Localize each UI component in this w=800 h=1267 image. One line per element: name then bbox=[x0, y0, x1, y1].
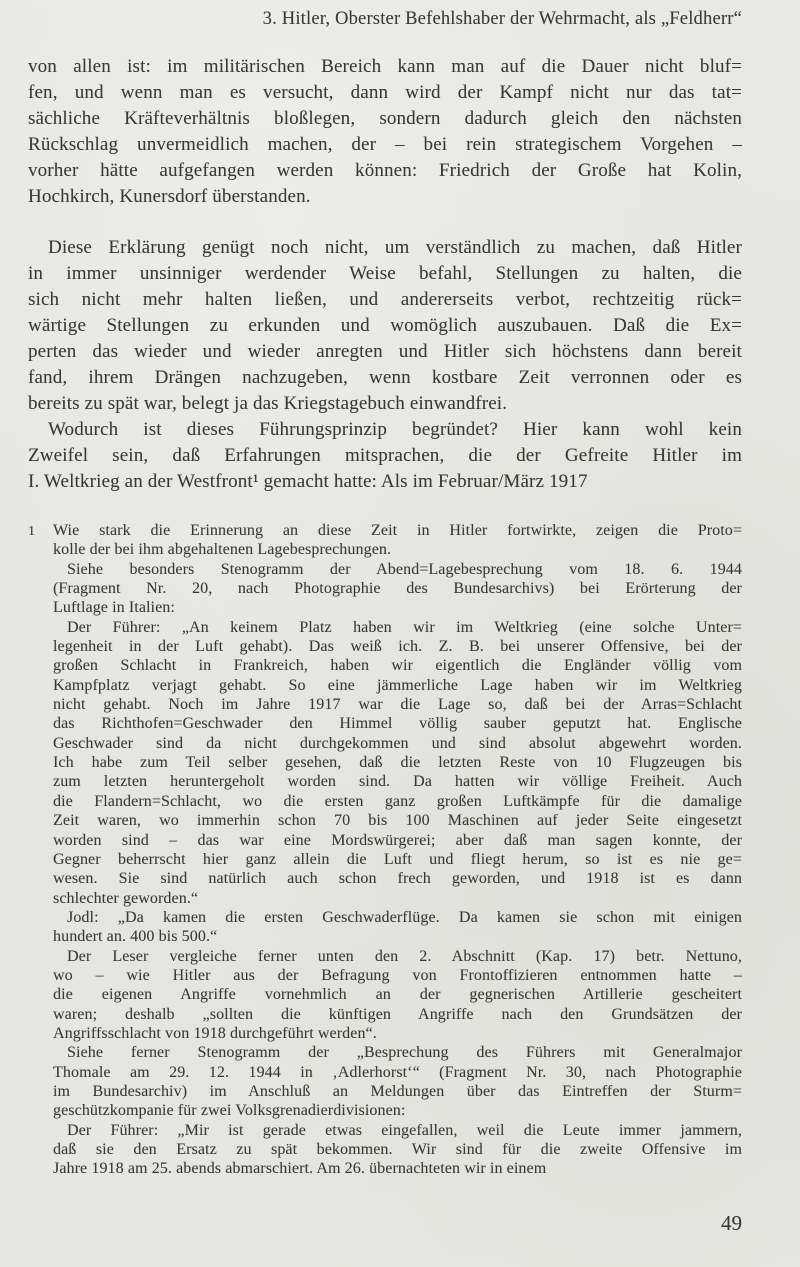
text-line: Gegner beherrscht hier ganz allein die Luft und fliegt herum, so ist es nie ge= bbox=[53, 850, 742, 868]
text-line: im Bundesarchiv) im Anschluß an Meldungen über das Eintreffen der Sturm= bbox=[53, 1082, 742, 1100]
text-line: nicht gehabt. Noch im Jahre 1917 war die Lage so, daß bei der Arras=Schlacht bbox=[53, 696, 742, 714]
paragraph bbox=[53, 1121, 742, 1179]
paragraph bbox=[53, 560, 742, 618]
text-line: hundert an. 400 bis 500.“ bbox=[53, 928, 218, 946]
text-line: Geschwader sind da nicht durchgekommen und sind absolut abgewehrt worden. bbox=[53, 734, 742, 752]
text-line: die Flandern=Schlacht, wo die ersten ganz großen Luftkämpfe für die damalige bbox=[53, 792, 742, 810]
text-line: waren; deshalb „sollten die künftigen Angriffe nach den Grundsätzen der bbox=[53, 1005, 742, 1023]
text-line: die eigenen Angriffe vornehmlich an der gegnerischen Artillerie gescheitert bbox=[53, 986, 742, 1004]
text-line: bereits zu spät war, belegt ja das Kriegstagebuch einwandfrei. bbox=[28, 393, 508, 414]
text-line: Der Führer: „An keinem Platz haben wir im Weltkrieg (eine solche Unter= bbox=[67, 618, 742, 636]
text-line: Ich habe zum Teil selber gesehen, daß die letzten Reste von 10 Flugzeugen bis bbox=[53, 754, 742, 772]
paragraph bbox=[53, 908, 742, 947]
text-line: Kampfplatz verjagt gehabt. So eine jämmerliche Lage haben wir im Weltkrieg bbox=[53, 676, 742, 694]
text-line: vorher hätte aufgefangen werden können: Friedrich der Große hat Kolin, bbox=[28, 160, 742, 181]
running-header: 3. Hitler, Oberster Befehlshaber der Wehrmacht, als „Feldherr“ bbox=[262, 9, 742, 29]
body-text bbox=[28, 54, 742, 495]
text-line: I. Weltkrieg an der Westfront¹ gemacht hatte: Als im Februar/März 1917 bbox=[28, 471, 588, 492]
text-line: legenheit in der Luft gehabt). Das weiß ich. Z. B. bei unserer Offensive, bei der bbox=[53, 638, 742, 656]
paragraph bbox=[53, 521, 742, 560]
paragraph bbox=[53, 947, 742, 1044]
text-line: Diese Erklärung genügt noch nicht, um verständlich zu machen, daß Hitler bbox=[48, 237, 742, 258]
text-line: Der Leser vergleiche ferner unten den 2. Abschnitt (Kap. 17) betr. Nettuno, bbox=[67, 947, 742, 965]
text-line: wesen. Sie sind natürlich auch schon frech geworden, und 1918 ist es dann bbox=[53, 870, 742, 888]
text-line: worden sind – das war eine Mordswürgerei; aber daß man sagen konnte, der bbox=[53, 831, 742, 849]
text-line: Wie stark die Erinnerung an diese Zeit in Hitler fortwirkte, zeigen die Proto= bbox=[53, 522, 742, 539]
text-line: sich nicht mehr halten ließen, und andererseits verbot, rechtzeitig rück= bbox=[28, 289, 742, 310]
text-line: zum letzten heruntergeholt worden sind. Da hatten wir völlige Freiheit. Auch bbox=[53, 773, 742, 791]
text-line: wärtige Stellungen zu erkunden und womöglich auszubauen. Daß die Ex= bbox=[28, 315, 742, 336]
text-line: Zweifel sein, daß Erfahrungen mitsprachen, die der Gefreite Hitler im bbox=[28, 445, 742, 466]
paragraph bbox=[28, 235, 742, 417]
text-line: Rückschlag unvermeidlich machen, der – bei rein strategischem Vorgehen – bbox=[28, 134, 742, 155]
text-line: Angriffsschlacht von 1918 durchgeführt werden“. bbox=[53, 1024, 377, 1042]
text-line: großen Schlacht in Frankreich, haben wir eigentlich die Engländer völlig vom bbox=[53, 657, 742, 675]
text-line: kolle der bei ihm abgehaltenen Lagebesprechungen. bbox=[53, 541, 392, 559]
text-line: Siehe ferner Stenogramm der „Besprechung des Führers mit Generalmajor bbox=[67, 1044, 742, 1062]
text-line: perten das wieder und wieder anregten und Hitler sich höchstens dann bereit bbox=[28, 341, 742, 362]
text-line: daß sie den Ersatz zu spät bekommen. Wir sind für die zweite Offensive im bbox=[53, 1141, 742, 1158]
footnote-paragraphs bbox=[53, 521, 742, 1179]
text-line: fand, ihrem Drängen nachzugeben, wenn kostbare Zeit verronnen oder es bbox=[28, 367, 742, 388]
text-line: schlechter geworden.“ bbox=[53, 889, 199, 907]
text-line: Jodl: „Da kamen die ersten Geschwaderflüge. Da kamen sie schon mit einigen bbox=[67, 908, 742, 926]
text-line: Zeit waren, wo immerhin schon 70 bis 100 Maschinen auf jeder Seite eingesetzt bbox=[53, 812, 742, 830]
text-line: Luftlage in Italien: bbox=[53, 599, 175, 617]
text-line: in immer unsinniger werdender Weise befahl, Stellungen zu halten, die bbox=[28, 263, 742, 284]
text-line: Siehe besonders Stenogramm der Abend=Lagebesprechung vom 18. 6. 1944 bbox=[67, 560, 742, 578]
paragraph bbox=[53, 1043, 742, 1120]
page-number: 49 bbox=[721, 1211, 742, 1235]
paragraph bbox=[28, 417, 742, 495]
text-line: das Richthofen=Geschwader den Himmel völlig sauber geputzt hat. Englische bbox=[53, 715, 742, 733]
text-line: (Fragment Nr. 20, nach Photographie des Bundesarchivs) bei Erörterung der bbox=[53, 580, 742, 598]
text-line: wo – wie Hitler aus der Befragung von Frontoffizieren entnommen hatte – bbox=[53, 966, 742, 984]
text-line: sächliche Kräfteverhältnis bloßlegen, sondern dadurch gleich den nächsten bbox=[28, 108, 742, 129]
text-line: von allen ist: im militärischen Bereich kann man auf die Dauer nicht bluf= bbox=[28, 56, 742, 77]
footnote-marker: 1 bbox=[28, 524, 36, 539]
text-line: fen, und wenn man es versucht, dann wird der Kampf nicht nur das tat= bbox=[28, 82, 742, 103]
text-line: Der Führer: „Mir ist gerade etwas eingefallen, weil die Leute immer jammern, bbox=[67, 1121, 742, 1139]
text-line: Hochkirch, Kunersdorf überstanden. bbox=[28, 186, 311, 207]
text-line: Jahre 1918 am 25. abends abmarschiert. Am 26. übernachteten wir in einem bbox=[53, 1160, 547, 1178]
text-line: geschützkompanie für zwei Volksgrenadierdivisionen: bbox=[53, 1102, 406, 1120]
text-line: Wodurch ist dieses Führungsprinzip begründet? Hier kann wohl kein bbox=[48, 419, 742, 440]
footnote-section bbox=[28, 521, 742, 1179]
paragraph bbox=[53, 618, 742, 908]
paragraph bbox=[28, 54, 742, 210]
text-line: Thomale am 29. 12. 1944 in ‚Adlerhorst‘“ (Fragment Nr. 30, nach Photographie bbox=[53, 1063, 742, 1081]
